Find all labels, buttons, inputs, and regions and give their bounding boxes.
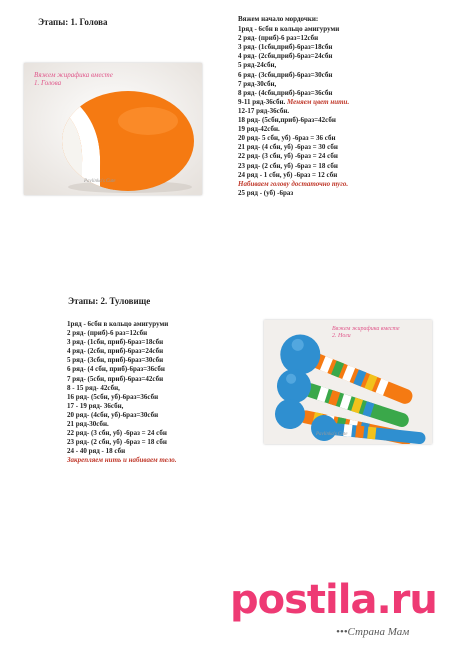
step-row bbox=[238, 171, 349, 180]
step-row bbox=[67, 411, 177, 420]
step-row bbox=[238, 152, 349, 161]
step-text: 22 ряд- (3 сбн, уб) -6раз = 24 сбн bbox=[238, 152, 338, 161]
step-row bbox=[67, 420, 177, 429]
step-text: 5 ряд- (3сбн, приб)-6раз=30сбн bbox=[67, 356, 164, 365]
step-row bbox=[238, 52, 349, 61]
step-text: 23 ряд- (2 сбн, уб) -6раз = 18 сбн bbox=[238, 161, 338, 170]
step-row bbox=[67, 429, 177, 438]
step-text: Набиваем голову достаточно туго. bbox=[238, 179, 349, 188]
step-text: 5 ряд-24сбн, bbox=[238, 61, 277, 70]
step-text: 8 ряд- (4сбн,приб)-6раз=36сбн bbox=[238, 88, 333, 97]
step-text: Закрепляем нить и набиваем тело. bbox=[67, 456, 177, 465]
step-text: 8 - 15 ряд- 42сбн, bbox=[67, 383, 120, 392]
step-row bbox=[67, 320, 177, 329]
step-row bbox=[67, 456, 177, 465]
step-text: 4 ряд- (2сбн,приб)-6раз=24сбн bbox=[238, 52, 333, 61]
head-steps-title: Вяжем начало мордочки: bbox=[238, 15, 319, 23]
step-text: 7 ряд-30сбн, bbox=[238, 79, 277, 88]
step-text: 6 ряд- (4 сбн, приб)-6раз=36сбн bbox=[67, 365, 165, 374]
step-text: 16 ряд- (5сбн, уб)-6раз=36сбн bbox=[67, 392, 159, 401]
legs-photo-caption: Вяжем жирафика вместе 2. Ноги bbox=[332, 326, 400, 339]
body-steps bbox=[67, 320, 177, 466]
step-row bbox=[67, 375, 177, 384]
step-text: 20 ряд- (4сбн, уб)-6раз=30сбн bbox=[67, 410, 159, 419]
head-photo-caption: Вяжем жирафика вместе 1. Голова bbox=[34, 71, 113, 87]
step-row bbox=[238, 34, 349, 43]
legs-photo-signature: Pavlinka's Cute bbox=[316, 432, 348, 437]
step-text: 23 ряд- (2 сбн, уб) -6раз = 18 сбн bbox=[67, 438, 167, 447]
head-photo bbox=[24, 63, 202, 195]
step-text: 25 ряд - (уб) -6раз bbox=[238, 188, 294, 197]
step-text: 6 ряд- (3сбн,приб)-6раз=30сбн bbox=[238, 70, 333, 79]
step-row bbox=[67, 438, 177, 447]
step-row bbox=[238, 80, 349, 89]
step-text: 3 ряд- (1сбн, приб)-6раз=18сбн bbox=[67, 338, 164, 347]
step-text: 22 ряд- (3 сбн, уб) -6раз = 24 сбн bbox=[67, 429, 167, 438]
step-row bbox=[238, 98, 349, 107]
head-steps-list bbox=[238, 25, 349, 198]
step-row bbox=[67, 329, 177, 338]
step-note: Меняем цвет нити. bbox=[286, 97, 350, 106]
step-row bbox=[67, 402, 177, 411]
step-row bbox=[238, 162, 349, 171]
step-text: 1ряд - 6сбн в кольцо амигуруми bbox=[238, 25, 340, 34]
step-row bbox=[238, 189, 349, 198]
section2-title: Этапы: 2. Туловище bbox=[68, 296, 151, 306]
step-row bbox=[238, 89, 349, 98]
step-row bbox=[67, 393, 177, 402]
step-row bbox=[238, 61, 349, 70]
step-text: 7 ряд- (5сбн, приб)-6раз=42сбн bbox=[67, 374, 164, 383]
step-text: 24 - 40 ряд - 18 сбн bbox=[67, 447, 126, 456]
step-row bbox=[238, 180, 349, 189]
step-row bbox=[238, 116, 349, 125]
step-text: 2 ряд- (приб)-6 раз=12сбн bbox=[238, 34, 319, 43]
legs-photo bbox=[264, 320, 432, 444]
step-text: 20 ряд- 5 сбн, уб) -6раз = 36 сбн bbox=[238, 134, 336, 143]
step-text: 21 ряд- (4 сбн, уб) -6раз = 30 сбн bbox=[238, 143, 338, 152]
step-text: 17 - 19 ряд- 36сбн, bbox=[67, 401, 124, 410]
step-row bbox=[238, 43, 349, 52]
step-text: 21 ряд-30сбн. bbox=[67, 420, 109, 429]
step-text: 1ряд - 6сбн в кольцо амигуруми bbox=[67, 320, 169, 328]
step-text: 24 ряд - 1 сбн, уб) -6раз = 12 сбн bbox=[238, 170, 338, 179]
head-steps bbox=[238, 15, 349, 198]
step-text: 19 ряд-42сбн. bbox=[238, 125, 280, 134]
step-text: 4 ряд- (2сбн, приб)-6раз=24сбн bbox=[67, 347, 164, 356]
head-photo-signature: Pavlinka's Cute bbox=[84, 179, 116, 184]
step-row bbox=[67, 447, 177, 456]
step-row bbox=[238, 25, 349, 34]
watermark-logo: postila.ru bbox=[230, 577, 437, 623]
body-steps-list bbox=[67, 320, 177, 466]
step-row bbox=[67, 338, 177, 347]
step-text: 2 ряд- (приб)-6 раз=12сбн bbox=[67, 329, 148, 338]
step-text: 18 ряд- (5сбн,приб)-6раз=42сбн bbox=[238, 116, 336, 125]
step-row bbox=[238, 143, 349, 152]
step-text: 3 ряд- (1сбн,приб)-6раз=18сбн bbox=[238, 43, 333, 52]
step-text: 12-17 ряд-36сбн. bbox=[238, 106, 290, 115]
step-row bbox=[238, 71, 349, 80]
watermark-subtitle: •••Страна Мам bbox=[336, 626, 410, 638]
section1-title: Этапы: 1. Голова bbox=[38, 17, 108, 27]
step-row bbox=[67, 356, 177, 365]
step-row bbox=[238, 125, 349, 134]
step-text: 9-11 ряд-36сбн. bbox=[238, 97, 286, 106]
step-row bbox=[238, 134, 349, 143]
step-row bbox=[67, 347, 177, 356]
step-row bbox=[67, 384, 177, 393]
step-row bbox=[238, 107, 349, 116]
postila-watermark bbox=[230, 577, 437, 638]
step-row bbox=[67, 365, 177, 374]
